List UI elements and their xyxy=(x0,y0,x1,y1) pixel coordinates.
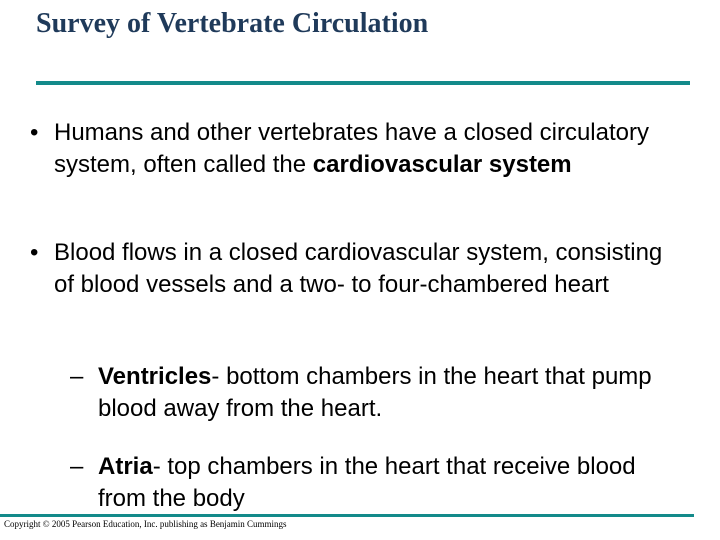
sub-bullet-ventricles xyxy=(70,361,690,425)
bullet-closed-system xyxy=(30,117,680,181)
sub-bullet-atria xyxy=(70,451,690,515)
footer-divider xyxy=(0,514,694,517)
sub-bullet-text: - top chambers in the heart that receive blood from the body xyxy=(98,453,636,512)
bullet-marker: • xyxy=(30,119,39,146)
sub-bullet-bold-term: Ventricles xyxy=(98,363,212,390)
sub-bullet-marker: – xyxy=(70,363,84,390)
sub-bullet-marker: – xyxy=(70,453,84,480)
sub-bullet-text: - bottom chambers in the heart that pump blood away from the heart. xyxy=(98,363,652,422)
bullet-marker: • xyxy=(30,239,39,266)
sub-bullet-bold-term: Atria xyxy=(98,453,153,480)
bullet-text: Blood flows in a closed cardiovascular system, consisting of blood vessels and a two- to four-chambered heart xyxy=(54,239,663,298)
bullet-bold-term: cardiovascular system xyxy=(312,151,572,178)
bullet-blood-flow xyxy=(30,237,680,301)
bullet-text: Humans and other vertebrates have a closed circulatory system, often called the xyxy=(54,119,649,178)
title-divider xyxy=(36,81,690,85)
copyright-footer: Copyright © 2005 Pearson Education, Inc. publishing as Benjamin Cummings xyxy=(4,519,287,529)
slide-title: Survey of Vertebrate Circulation xyxy=(36,8,429,39)
